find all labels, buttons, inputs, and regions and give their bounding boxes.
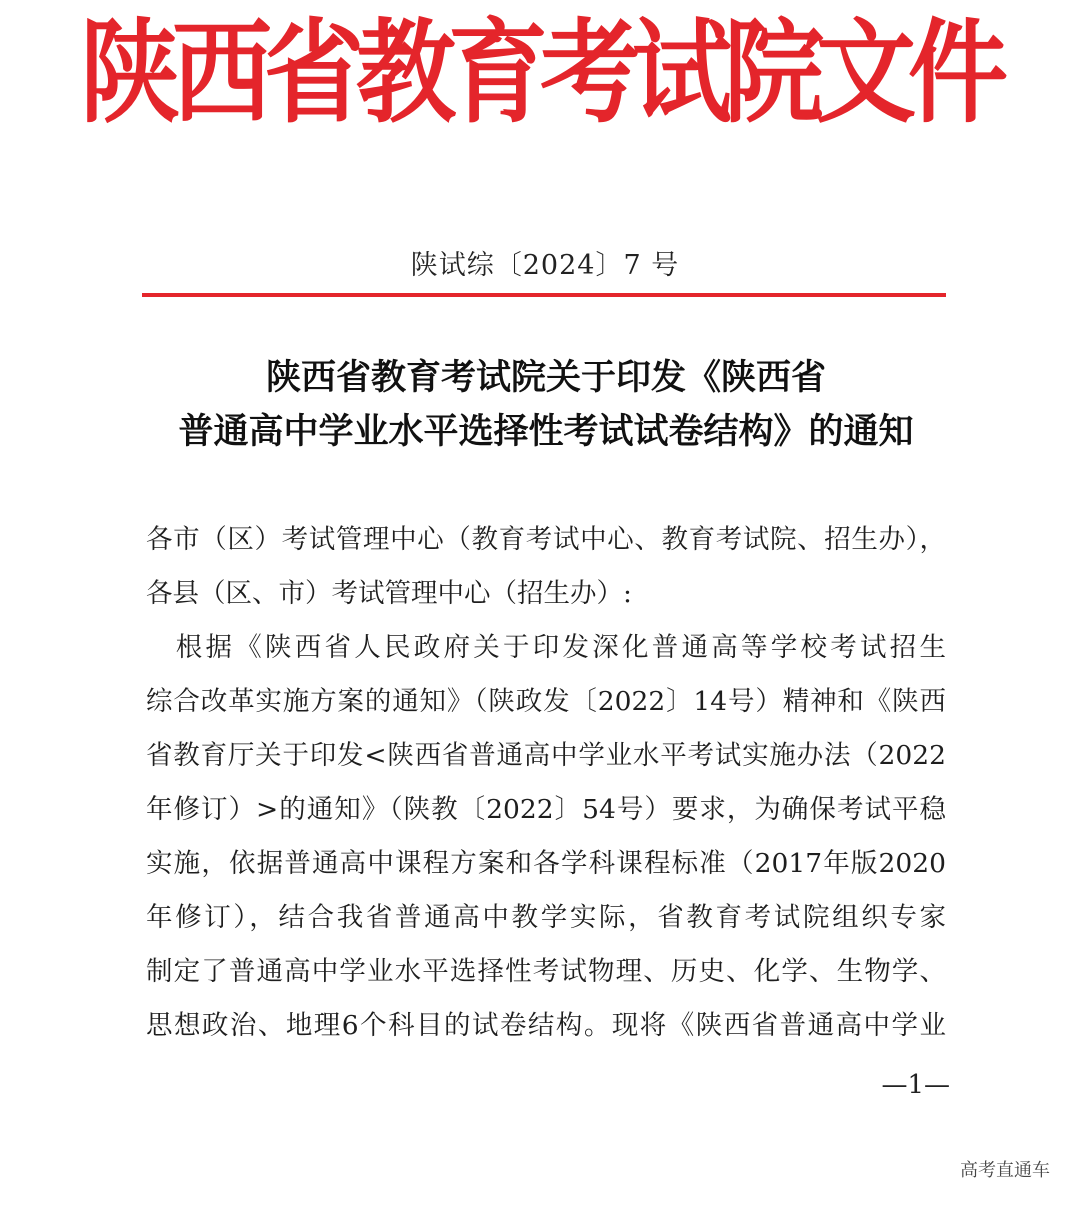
notice-title-line-2: 普通高中学业水平选择性考试试卷结构》的通知 [178, 412, 914, 452]
body-line: 思想政治、地理6个科目的试卷结构。现将《陕西省普通高中学业 [146, 1010, 946, 1041]
body-line: 省教育厅关于印发<陕西省普通高中学业水平考试实施办法（2022 [146, 740, 946, 771]
body-line: 制定了普通高中学业水平选择性考试物理、历史、化学、生物学、 [146, 956, 946, 987]
source-watermark: 高考直通车 [960, 1160, 1050, 1181]
addressee-line-1: 各市（区）考试管理中心（教育考试中心、教育考试院、招生办）， [146, 524, 946, 555]
red-separator-line [142, 293, 946, 297]
page-number: —1— [881, 1070, 950, 1100]
body-line: 年修订）>的通知》（陕教〔2022〕54号）要求，为确保考试平稳 [146, 794, 946, 825]
notice-title-line-1: 陕西省教育考试院关于印发《陕西省 [265, 358, 826, 398]
body-line: 根据《陕西省人民政府关于印发深化普通高等学校考试招生 [146, 632, 946, 663]
document-number: 陕试综〔2024〕7 号 [410, 250, 680, 281]
body-line: 综合改革实施方案的通知》（陕政发〔2022〕14号）精神和《陕西 [146, 686, 946, 717]
body-line: 年修订），结合我省普通高中教学实际，省教育考试院组织专家 [146, 902, 946, 933]
addressee-line-2: 各县（区、市）考试管理中心（招生办）: [146, 578, 632, 609]
document-masthead: 陕西省教育考试院文件 [80, 7, 1000, 139]
body-line: 实施，依据普通高中课程方案和各学科课程标准（2017年版2020 [146, 848, 946, 879]
